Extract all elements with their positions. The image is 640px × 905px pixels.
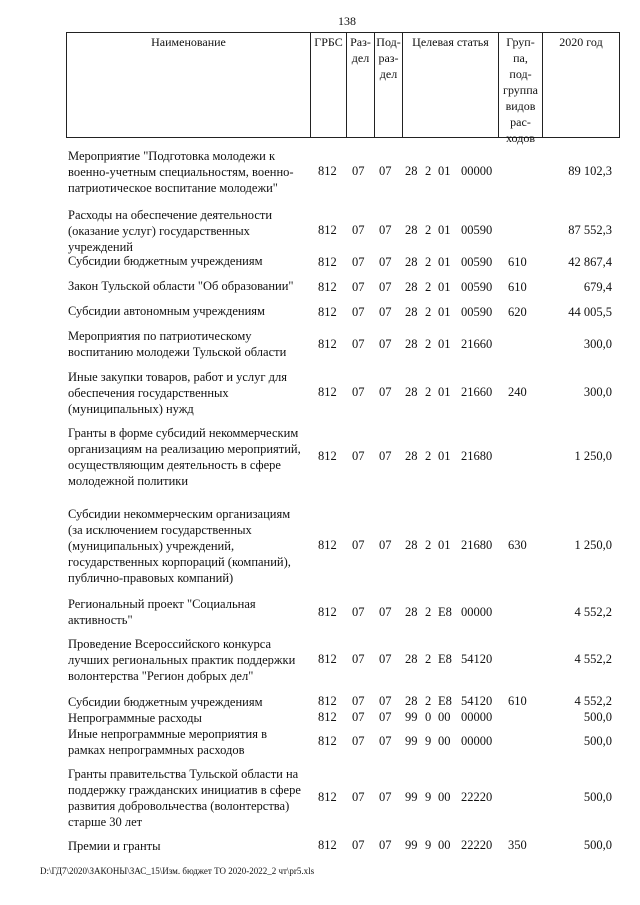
row-name: Проведение Всероссийского конкурса лучших региональных практик поддержки волонтерства "Регион добрых дел" [68,637,296,683]
table-row [0,425,640,489]
row-c3: 00 [438,734,451,748]
row-pr: 07 [379,223,392,237]
row-c4: 00000 [461,164,493,178]
row-grbs: 812 [318,337,337,351]
row-c2: 2 [425,652,432,666]
row-c2: 2 [425,605,432,619]
row-rz: 07 [352,255,365,269]
table-row [0,726,640,758]
row-c1: 28 [405,385,418,399]
table-row [0,278,640,294]
row-sum: 500,0 [583,710,612,724]
row-rz: 07 [352,605,365,619]
row-vr: 610 [508,280,527,294]
row-sum: 89 102,3 [568,164,612,178]
row-grbs: 812 [318,838,337,852]
row-name: Закон Тульской области "Об образовании" [68,279,294,293]
row-vr: 630 [508,538,527,552]
row-c2: 2 [425,164,432,178]
row-c2: 0 [425,710,432,724]
row-name: Расходы на обеспечение деятельности (оказание услуг) государственных учреждений [68,208,273,254]
table-row [0,207,640,254]
table-row [0,838,640,854]
row-c2: 9 [425,790,432,804]
row-c4: 00590 [461,280,493,294]
row-pr: 07 [379,710,392,724]
row-c3: 01 [438,305,451,319]
table-header [66,32,620,145]
row-c3: 00 [438,790,451,804]
row-c4: 00000 [461,605,493,619]
row-vr: 350 [508,838,527,852]
row-pr: 07 [379,790,392,804]
table-row [0,328,640,360]
row-name: Субсидии некоммерческим организациям (за исключением государственных (муниципальных) учреждений, государственных корпораций (компаний), публично-правовых компаний) [68,507,291,585]
row-c1: 28 [405,280,418,294]
row-grbs: 812 [318,164,337,178]
table-row [0,766,640,830]
row-grbs: 812 [318,734,337,748]
row-c2: 2 [425,280,432,294]
row-rz: 07 [352,734,365,748]
table-row [0,303,640,319]
row-c4: 00590 [461,223,493,237]
row-c4: 22220 [461,790,493,804]
table-row [0,369,640,417]
row-c1: 99 [405,838,418,852]
row-c3: 01 [438,255,451,269]
row-c1: 28 [405,694,418,708]
header-year: 2020 год [559,35,603,49]
row-sum: 679,4 [583,280,612,294]
row-rz: 07 [352,164,365,178]
row-c2: 9 [425,838,432,852]
row-grbs: 812 [318,449,337,463]
row-c1: 99 [405,710,418,724]
row-c1: 28 [405,652,418,666]
row-grbs: 812 [318,790,337,804]
row-name: Региональный проект "Социальная активность" [68,597,256,627]
row-name: Мероприятия по патриотическому воспитанию молодежи Тульской области [68,329,287,359]
row-c3: E8 [438,694,452,708]
row-sum: 500,0 [583,734,612,748]
row-c3: 01 [438,164,451,178]
row-sum: 4 552,2 [574,605,612,619]
row-sum: 87 552,3 [568,223,612,237]
table-row [0,506,640,586]
row-pr: 07 [379,280,392,294]
row-c1: 28 [405,305,418,319]
row-rz: 07 [352,710,365,724]
row-name: Иные закупки товаров, работ и услуг для обеспечения государственных (муниципальных) нужд [68,370,288,416]
row-grbs: 812 [318,255,337,269]
row-c2: 2 [425,223,432,237]
row-vr: 620 [508,305,527,319]
row-c2: 2 [425,449,432,463]
row-name: Гранты в форме субсидий некоммерческим организациям на реализацию мероприятий, осуществляющим деятельность в сфере молодежной политики [68,426,301,488]
row-grbs: 812 [318,223,337,237]
row-pr: 07 [379,337,392,351]
row-c1: 28 [405,538,418,552]
row-sum: 300,0 [583,337,612,351]
row-c2: 2 [425,337,432,351]
row-c3: 01 [438,385,451,399]
row-name: Премии и гранты [68,839,161,853]
row-pr: 07 [379,838,392,852]
row-c3: 01 [438,337,451,351]
row-c4: 21660 [461,385,493,399]
table-row [0,148,640,196]
row-vr: 610 [508,255,527,269]
row-c3: 00 [438,838,451,852]
row-sum: 300,0 [583,385,612,399]
row-c1: 28 [405,449,418,463]
row-vr: 240 [508,385,527,399]
row-rz: 07 [352,694,365,708]
table-row [0,253,640,269]
row-c2: 9 [425,734,432,748]
page-number: 138 [338,14,356,28]
row-c4: 54120 [461,694,493,708]
row-pr: 07 [379,538,392,552]
row-pr: 07 [379,605,392,619]
row-rz: 07 [352,790,365,804]
row-c4: 21680 [461,449,493,463]
row-c3: E8 [438,652,452,666]
row-c1: 99 [405,734,418,748]
header-target-article: Целевая статья [403,33,499,137]
header-expense-type: Груп- па, под- группа видов рас- ходов [499,33,543,137]
row-pr: 07 [379,164,392,178]
row-c1: 99 [405,790,418,804]
row-c1: 28 [405,164,418,178]
row-pr: 07 [379,734,392,748]
row-name: Субсидии автономным учреждениям [68,304,265,318]
row-sum: 4 552,2 [574,652,612,666]
row-grbs: 812 [318,694,337,708]
row-c1: 28 [405,605,418,619]
row-grbs: 812 [318,652,337,666]
row-name: Гранты правительства Тульской области на поддержку гражданских инициатив в сфере развития добровольчества (волонтерства) старше 30 лет [68,767,301,829]
row-grbs: 812 [318,710,337,724]
table-row [0,710,640,726]
table-row [0,596,640,628]
row-rz: 07 [352,538,365,552]
row-sum: 44 005,5 [568,305,612,319]
row-vr: 610 [508,694,527,708]
row-c2: 2 [425,538,432,552]
row-c1: 28 [405,255,418,269]
row-sum: 500,0 [583,790,612,804]
row-c4: 00000 [461,734,493,748]
row-rz: 07 [352,337,365,351]
row-sum: 1 250,0 [574,538,612,552]
header-razdel: Раз- дел [347,33,375,137]
row-c2: 2 [425,385,432,399]
row-sum: 42 867,4 [568,255,612,269]
row-sum: 500,0 [583,838,612,852]
row-c2: 2 [425,305,432,319]
table-row [0,636,640,684]
row-grbs: 812 [318,305,337,319]
row-c1: 28 [405,223,418,237]
row-pr: 07 [379,449,392,463]
header-podrazdel: Под- раз- дел [375,33,403,137]
row-rz: 07 [352,280,365,294]
row-c4: 54120 [461,652,493,666]
row-c4: 00000 [461,710,493,724]
row-pr: 07 [379,255,392,269]
row-sum: 1 250,0 [574,449,612,463]
row-rz: 07 [352,223,365,237]
row-sum: 4 552,2 [574,694,612,708]
table-row [0,694,640,710]
header-name: Наименование [67,33,311,137]
row-grbs: 812 [318,538,337,552]
row-rz: 07 [352,652,365,666]
row-name: Субсидии бюджетным учреждениям [68,254,263,268]
row-name: Мероприятие "Подготовка молодежи к военно-учетным специальностям, военно-патриотическое воспитание молодежи" [68,149,294,195]
row-name: Иные непрограммные мероприятия в рамках непрограммных расходов [68,727,267,757]
row-rz: 07 [352,449,365,463]
row-rz: 07 [352,305,365,319]
row-name: Субсидии бюджетным учреждениям [68,695,263,709]
row-c1: 28 [405,337,418,351]
row-rz: 07 [352,385,365,399]
row-c3: 01 [438,449,451,463]
row-c3: 00 [438,710,451,724]
row-c4: 00590 [461,255,493,269]
row-c3: E8 [438,605,452,619]
file-path-footer: D:\ГД7\2020\ЗАКОНЫ\ЗАС_15\Изм. бюджет ТО 2020-2022_2 чт\pr5.xls [40,866,315,876]
row-name: Непрограммные расходы [68,711,202,725]
row-c3: 01 [438,538,451,552]
row-pr: 07 [379,652,392,666]
row-rz: 07 [352,838,365,852]
row-grbs: 812 [318,605,337,619]
row-grbs: 812 [318,280,337,294]
row-c2: 2 [425,694,432,708]
row-c3: 01 [438,223,451,237]
row-c2: 2 [425,255,432,269]
header-grbs: ГРБС [311,33,347,137]
row-c3: 01 [438,280,451,294]
row-c4: 22220 [461,838,493,852]
row-pr: 07 [379,305,392,319]
row-c4: 00590 [461,305,493,319]
row-c4: 21680 [461,538,493,552]
row-c4: 21660 [461,337,493,351]
row-pr: 07 [379,385,392,399]
row-pr: 07 [379,694,392,708]
row-grbs: 812 [318,385,337,399]
